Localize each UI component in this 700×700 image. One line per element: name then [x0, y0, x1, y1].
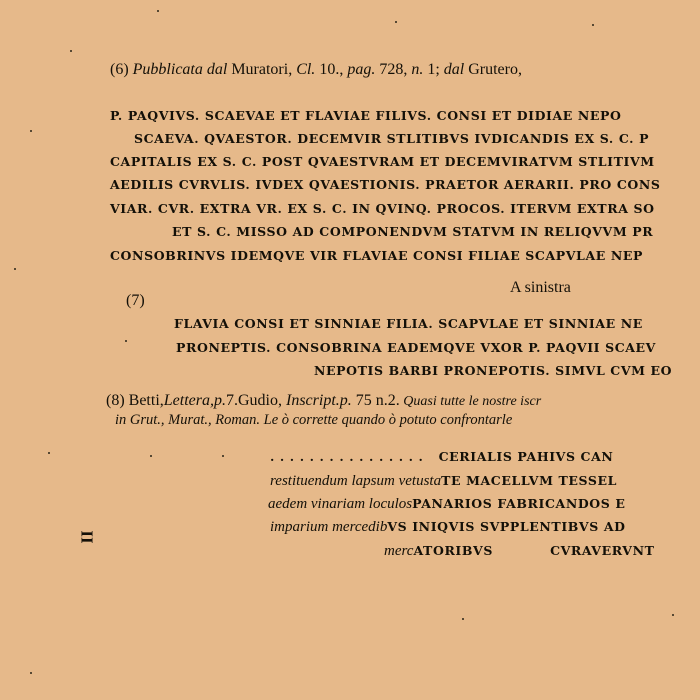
lacuna-dots: . . . . . . . . . . . . . . . . — [270, 449, 424, 464]
scan-speck — [395, 21, 397, 23]
note-text: 728, — [375, 61, 408, 78]
scan-speck — [30, 672, 32, 674]
scan-speck — [125, 340, 127, 342]
inscription-text: VS INIQVIS SVPPLENTIBVS AD — [387, 519, 626, 534]
inscription-text: TE MACELLVM TESSEL — [441, 473, 617, 488]
inscription-line: CAPITALIS EX S. C. POST QVAESTVRAM ET DECEMVIRATVM STLITIVM — [110, 154, 655, 169]
inscription-line: P. PAQVIVS. SCAEVAE ET FLAVIAE FILIVS. CONSI ET DIDIAE NEPO — [110, 108, 622, 123]
footnote-8-line2: in Grut., Murat., Roman. Le ò corrette quando ò potuto confrontarle — [115, 412, 513, 428]
footnote-7-number: (7) — [126, 292, 145, 309]
note-number: (6) — [110, 61, 129, 78]
note-text: Grutero, — [464, 61, 522, 78]
note-text: 10., — [315, 61, 344, 78]
inscription-line — [384, 540, 655, 560]
scan-speck — [30, 130, 32, 132]
note-text: Cl. — [296, 61, 316, 78]
inscription-line: SCAEVA. QVAESTOR. DECEMVIR STLITIBVS IVDICANDIS EX S. C. P — [134, 131, 650, 146]
scan-speck — [462, 618, 464, 620]
scan-speck — [157, 10, 159, 12]
inscription-text: CERIALIS PAHIVS CAN — [438, 449, 614, 464]
note-number: (8) — [106, 392, 125, 409]
note-text: pag. — [347, 61, 376, 78]
side-label: A sinistra — [510, 279, 571, 296]
scan-speck — [70, 50, 72, 52]
note-text: Gudio, — [237, 392, 286, 409]
footnote-8 — [106, 392, 541, 410]
inscription-line: PRONEPTIS. CONSOBRINA EADEMQVE VXOR P. PAQVII SCAEV — [176, 340, 656, 355]
restored-text: restituendum lapsum vetusta — [270, 473, 442, 489]
note-text: Pubblicata dal — [132, 61, 228, 78]
inscription-line: FLAVIA CONSI ET SINNIAE FILIA. SCAPVLAE ET SINNIAE NE — [174, 316, 643, 331]
footnote-6 — [110, 61, 522, 79]
note-text: dal — [443, 61, 465, 78]
restored-text: aedem vinariam loculos — [268, 496, 413, 512]
scan-speck — [592, 24, 594, 26]
scan-speck — [222, 455, 224, 457]
scan-speck — [14, 268, 16, 270]
restored-text: imparium mercedib — [270, 519, 388, 535]
note-text: Inscript.p. — [285, 392, 352, 409]
inscription-line — [268, 493, 626, 513]
restored-text: merc — [384, 543, 414, 559]
inscription-line: AEDILIS CVRVLIS. IVDEX QVAESTIONIS. PRAETOR AERARII. PRO CONS — [110, 177, 661, 192]
inscription-line — [270, 516, 626, 536]
inscription-line — [270, 470, 617, 490]
note-text: n. — [411, 61, 424, 78]
inscription-line: ET S. C. MISSO AD COMPONENDVM STATVM IN RELIQVVM PR — [172, 224, 654, 239]
inscription-line: NEPOTIS BARBI PRONEPOTIS. SIMVL CVM EO — [314, 363, 673, 378]
note-text: Muratori, — [231, 61, 293, 78]
signature-mark: II — [77, 530, 97, 544]
note-text: 1; — [423, 61, 440, 78]
inscription-line: VIAR. CVR. EXTRA VR. EX S. C. IN QVINQ. PROCOS. ITERVM EXTRA SO — [110, 201, 655, 216]
note-text: Betti, — [124, 392, 164, 409]
note-text: Quasi tutte le nostre iscr — [399, 394, 542, 409]
inscription-text: ATORIBVS — [413, 543, 493, 558]
scan-speck — [672, 614, 674, 616]
inscription-line — [270, 446, 613, 465]
inscription-line: CONSOBRINVS IDEMQVE VIR FLAVIAE CONSI FILIAE SCAPVLAE NEP — [110, 248, 643, 263]
inscription-text: PANARIOS FABRICANDOS E — [412, 496, 626, 511]
scan-speck — [150, 455, 152, 457]
scan-speck — [48, 452, 50, 454]
note-text: 75 n.2. — [351, 392, 400, 409]
inscription-text: CVRAVERVNT — [550, 543, 655, 558]
note-text: Lettera,p. — [163, 392, 226, 409]
note-text: 7. — [225, 392, 238, 409]
